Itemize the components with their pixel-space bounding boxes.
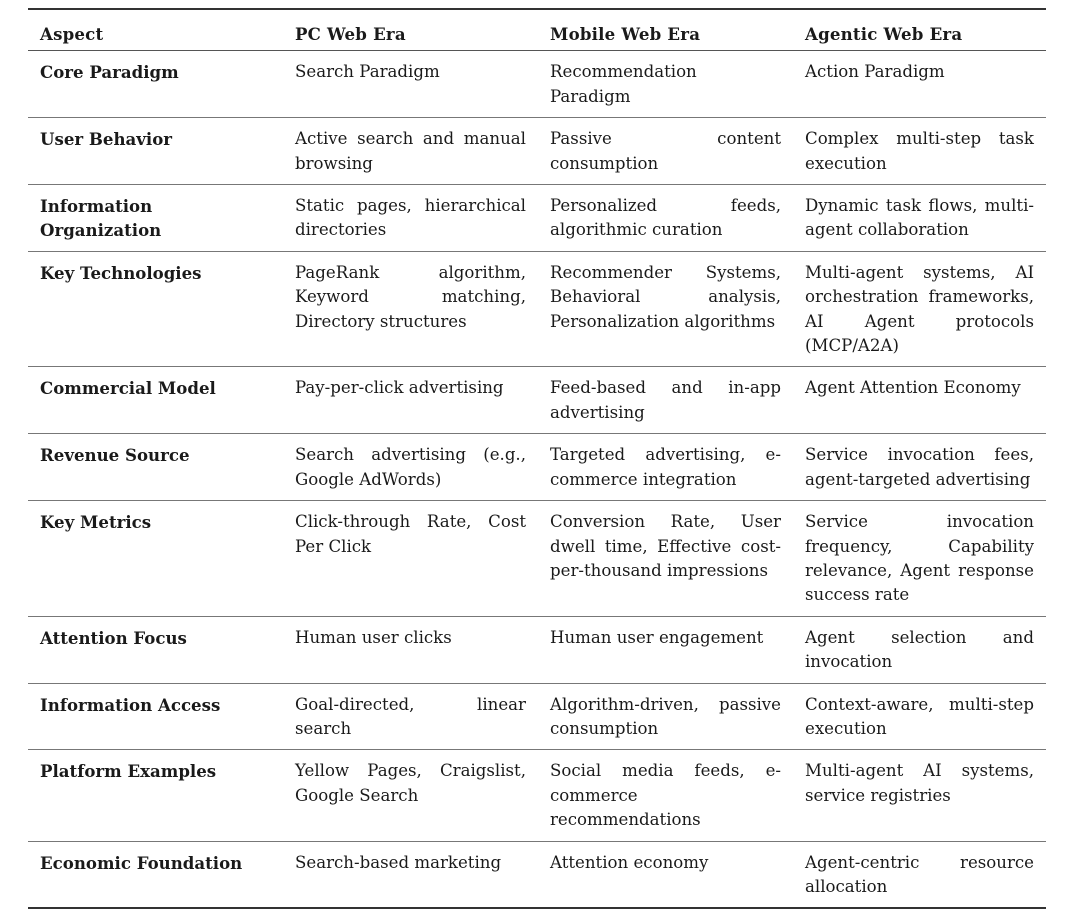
- table-row: [28, 841, 1046, 908]
- aspect-cell: Key Metrics: [40, 512, 152, 533]
- table-row: [28, 51, 1046, 118]
- mobile-cell: Algorithm-driven, passive consumption: [550, 694, 781, 738]
- aspect-cell: Economic Foundation: [40, 852, 243, 873]
- aspect-cell: Platform Examples: [40, 761, 217, 782]
- aspect-cell: Attention Focus: [40, 627, 187, 648]
- table-row: [28, 683, 1046, 750]
- comparison-table: [28, 8, 1046, 909]
- table-row: [28, 616, 1046, 683]
- mobile-cell: Social media feeds, e-commerce recommendations: [550, 761, 781, 830]
- mobile-cell: Personalized feeds, algorithmic curation: [550, 196, 781, 240]
- mobile-cell: Conversion Rate, User dwell time, Effective cost-per-thousand impressions: [550, 512, 781, 580]
- mobile-cell: Targeted advertising, e-commerce integration: [550, 445, 781, 489]
- table-body: [28, 51, 1046, 908]
- agentic-cell: Service invocation fees, agent-targeted advertising: [805, 445, 1034, 489]
- header-pc-web-era: PC Web Era: [295, 24, 406, 44]
- pc-cell: PageRank algorithm, Keyword matching, Directory structures: [295, 262, 526, 331]
- comparison-table-container: [28, 8, 1046, 909]
- aspect-cell: Key Technologies: [40, 262, 202, 283]
- mobile-cell: Recommender Systems, Behavioral analysis, Personalization algorithms: [550, 262, 781, 331]
- agentic-cell: Agent Attention Economy: [805, 378, 1021, 398]
- pc-cell: Search-based marketing: [295, 852, 502, 872]
- pc-cell: Pay-per-click advertising: [295, 378, 504, 398]
- pc-cell: Yellow Pages, Craigslist, Google Search: [295, 761, 526, 805]
- agentic-cell: Agent selection and invocation: [805, 627, 1034, 672]
- aspect-cell: User Behavior: [40, 129, 173, 150]
- table-row: [28, 750, 1046, 841]
- mobile-cell: Recommendation Paradigm: [550, 62, 697, 106]
- agentic-cell: Action Paradigm: [805, 62, 945, 82]
- agentic-cell: Agent-centric resource allocation: [805, 852, 1034, 896]
- aspect-cell: Information Access: [40, 694, 221, 715]
- aspect-cell: Core Paradigm: [40, 62, 179, 83]
- agentic-cell: Multi-agent systems, AI orchestration frameworks, AI Agent protocols (MCP/A2A): [805, 262, 1034, 356]
- pc-cell: Goal-directed, linear search: [295, 694, 526, 738]
- pc-cell: Search advertising (e.g., Google AdWords): [295, 445, 526, 489]
- table-row: [28, 434, 1046, 501]
- mobile-cell: Passive content consumption: [550, 129, 781, 173]
- table-row: [28, 501, 1046, 617]
- aspect-cell: Revenue Source: [40, 445, 190, 466]
- header-agentic-web-era: Agentic Web Era: [805, 24, 963, 44]
- agentic-cell: Complex multi-step task execution: [805, 129, 1034, 173]
- pc-cell: Human user clicks: [295, 627, 452, 647]
- mobile-cell: Feed-based and in-app advertising: [550, 378, 781, 422]
- pc-cell: Static pages, hierarchical directories: [295, 196, 526, 240]
- pc-cell: Active search and manual browsing: [295, 129, 526, 173]
- agentic-cell: Multi-agent AI systems, service registries: [805, 761, 1034, 805]
- agentic-cell: Service invocation frequency, Capability relevance, Agent response success rate: [805, 512, 1034, 605]
- pc-cell: Click-through Rate, Cost Per Click: [295, 512, 526, 556]
- table-row: [28, 367, 1046, 434]
- header-row: [28, 9, 1046, 51]
- aspect-cell: Commercial Model: [40, 378, 216, 399]
- pc-cell: Search Paradigm: [295, 62, 440, 82]
- table-row: [28, 185, 1046, 252]
- mobile-cell: Attention economy: [550, 852, 709, 872]
- mobile-cell: Human user engagement: [550, 627, 764, 647]
- table-row: [28, 251, 1046, 367]
- agentic-cell: Dynamic task flows, multi-agent collaboration: [805, 196, 1034, 240]
- table-header: [28, 9, 1046, 51]
- header-mobile-web-era: Mobile Web Era: [550, 24, 701, 44]
- aspect-cell: Information Organization: [40, 196, 162, 241]
- header-aspect: Aspect: [40, 24, 104, 44]
- agentic-cell: Context-aware, multi-step execution: [805, 694, 1034, 738]
- table-row: [28, 118, 1046, 185]
